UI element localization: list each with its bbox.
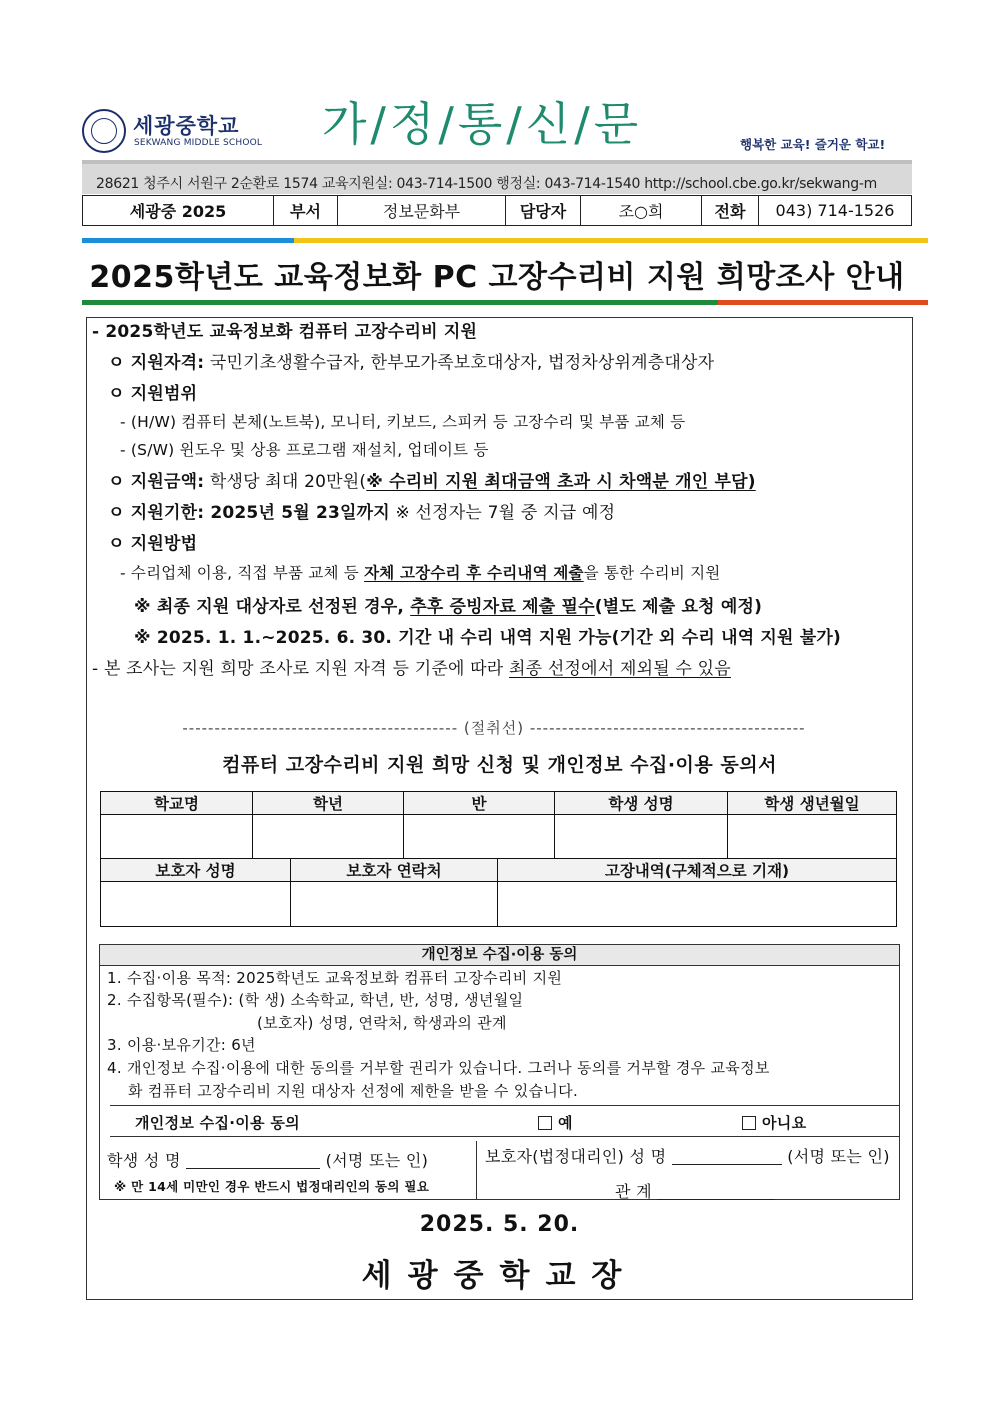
field-birthdate[interactable]	[728, 815, 897, 860]
scope-hw: - (H/W) 컴퓨터 본체(노트북), 모니터, 키보드, 스피커 등 고장수리 및 부품 교체 등	[120, 413, 686, 431]
field-fault-details[interactable]	[498, 882, 897, 927]
phone-label: 전화	[702, 196, 759, 225]
section-heading: - 2025학년도 교육정보화 컴퓨터 고장수리비 지원	[92, 322, 478, 342]
stripe-yellow	[294, 238, 928, 243]
stripe-red	[718, 300, 928, 305]
method-line: - 수리업체 이용, 직접 부품 교체 등 자체 고장수리 후 수리내역 제출을 통한 수리비 지원	[120, 564, 721, 582]
field-student-name[interactable]	[555, 815, 728, 860]
checkbox-no-icon[interactable]	[742, 1116, 756, 1130]
privacy-heading: 개인정보 수집·이용 동의	[100, 945, 899, 966]
manager-label: 담당자	[506, 196, 581, 225]
agree-no-option[interactable]: 아니요	[742, 1112, 806, 1133]
header-class: 반	[404, 792, 555, 815]
header-birthdate: 학생 생년월일	[728, 792, 897, 815]
privacy-item-3: 3. 이용·보유기간: 6년	[107, 1036, 256, 1054]
eligibility-line: ㅇ 지원자격: 국민기초생활수급자, 한부모가족보호대상자, 법정차상위계층대상자	[108, 353, 715, 373]
note-period: ※ 2025. 1. 1.~2025. 6. 30. 기간 내 수리 내역 지원 가능(기간 외 수리 내역 지원 불가)	[134, 628, 842, 648]
page-title: 2025학년도 교육정보화 PC 고장수리비 지원 희망조사 안내	[89, 260, 905, 295]
header-grade: 학년	[253, 792, 404, 815]
privacy-item-2b: (보호자) 성명, 연락처, 학생과의 관계	[257, 1014, 507, 1032]
dept-label: 부서	[274, 196, 338, 225]
form-title: 컴퓨터 고장수리비 지원 희망 신청 및 개인정보 수집·이용 동의서	[222, 754, 777, 776]
address-line: 28621 청주시 서원구 2순환로 1574 교육지원실: 043-714-1500 행정실: 043-714-1540 http://school.cbe.go.kr/sekwang-m	[96, 176, 877, 192]
closing-line: - 본 조사는 지원 희망 조사로 지원 자격 등 기준에 따라 최종 선정에서 제외될 수 있음	[92, 659, 731, 679]
privacy-item-1: 1. 수집·이용 목적: 2025학년도 교육정보화 컴퓨터 고장수리비 지원	[107, 969, 563, 987]
signature-divider	[476, 1141, 477, 1199]
field-grade[interactable]	[253, 815, 404, 860]
header-guardian-name: 보호자 성명	[101, 859, 291, 882]
agree-row	[110, 1105, 900, 1137]
cut-line: ------------------------------------------- (절취선) -------------------------------------------	[182, 719, 806, 737]
field-guardian-name[interactable]	[101, 882, 291, 927]
stripe-blue	[82, 238, 294, 243]
field-guardian-contact[interactable]	[291, 882, 498, 927]
guardian-signature[interactable]: 보호자(법정대리인) 성 명 (서명 또는 인)	[485, 1147, 890, 1166]
application-table-1	[100, 791, 897, 860]
header-fault-details: 고장내역(구체적으로 기재)	[498, 859, 897, 882]
issue-date: 2025. 5. 20.	[419, 1212, 580, 1237]
dept-value: 정보문화부	[338, 196, 506, 225]
info-table	[82, 195, 912, 226]
application-table-2	[100, 858, 897, 927]
note-evidence: ※ 최종 지원 대상자로 선정된 경우, 추후 증빙자료 제출 필수(별도 제출 요청 예정)	[134, 597, 763, 617]
student-signature[interactable]: 학생 성 명 (서명 또는 인)	[107, 1151, 429, 1170]
school-name: 세광중학교	[133, 114, 240, 138]
school-name-en: SEKWANG MIDDLE SCHOOL	[134, 138, 263, 148]
privacy-item-4b: 화 컴퓨터 고장수리비 지원 대상자 선정에 제한을 받을 수 있습니다.	[128, 1082, 579, 1100]
header-guardian-contact: 보호자 연락처	[291, 859, 498, 882]
privacy-item-4a: 4. 개인정보 수집·이용에 대한 동의를 거부할 권리가 있습니다. 그러나 동의를 거부할 경우 교육정보	[107, 1059, 770, 1077]
agree-label: 개인정보 수집·이용 동의	[135, 1114, 300, 1132]
phone-value: 043) 714-1526	[775, 201, 895, 220]
deadline-line: ㅇ 지원기한: 2025년 5월 23일까지 ※ 선정자는 7월 중 지급 예정	[108, 503, 616, 523]
amount-line: ㅇ 지원금액: 학생당 최대 20만원(※ 수리비 지원 최대금액 초과 시 차액분 개인 부담)	[108, 472, 756, 492]
paper-title: 가/정/통/신/문	[322, 97, 643, 151]
scope-label: ㅇ 지원범위	[108, 384, 198, 404]
field-class[interactable]	[404, 815, 555, 860]
field-school[interactable]	[101, 815, 253, 860]
minor-note: ※ 만 14세 미만인 경우 반드시 법정대리인의 동의 필요	[114, 1179, 430, 1194]
relation-field[interactable]: 관 계	[615, 1179, 775, 1202]
checkbox-yes-icon[interactable]	[538, 1116, 552, 1130]
privacy-item-2: 2. 수집항목(필수): (학 생) 소속학교, 학년, 반, 성명, 생년월일	[107, 991, 524, 1009]
scope-sw: - (S/W) 윈도우 및 상용 프로그램 재설치, 업데이트 등	[120, 441, 489, 459]
stripe-green	[82, 300, 718, 305]
header-student-name: 학생 성명	[555, 792, 728, 815]
school-emblem-icon	[82, 109, 126, 153]
doc-number: 세광중 2025	[83, 196, 274, 225]
method-label: ㅇ 지원방법	[108, 534, 198, 554]
slogan: 행복한 교육! 즐거운 학교!	[740, 137, 886, 152]
agree-yes-option[interactable]: 예	[538, 1112, 573, 1133]
principal-name: 세광중학교장	[361, 1258, 638, 1294]
header-school: 학교명	[101, 792, 253, 815]
privacy-consent	[99, 944, 900, 1200]
manager-value: 조○희	[581, 196, 702, 225]
